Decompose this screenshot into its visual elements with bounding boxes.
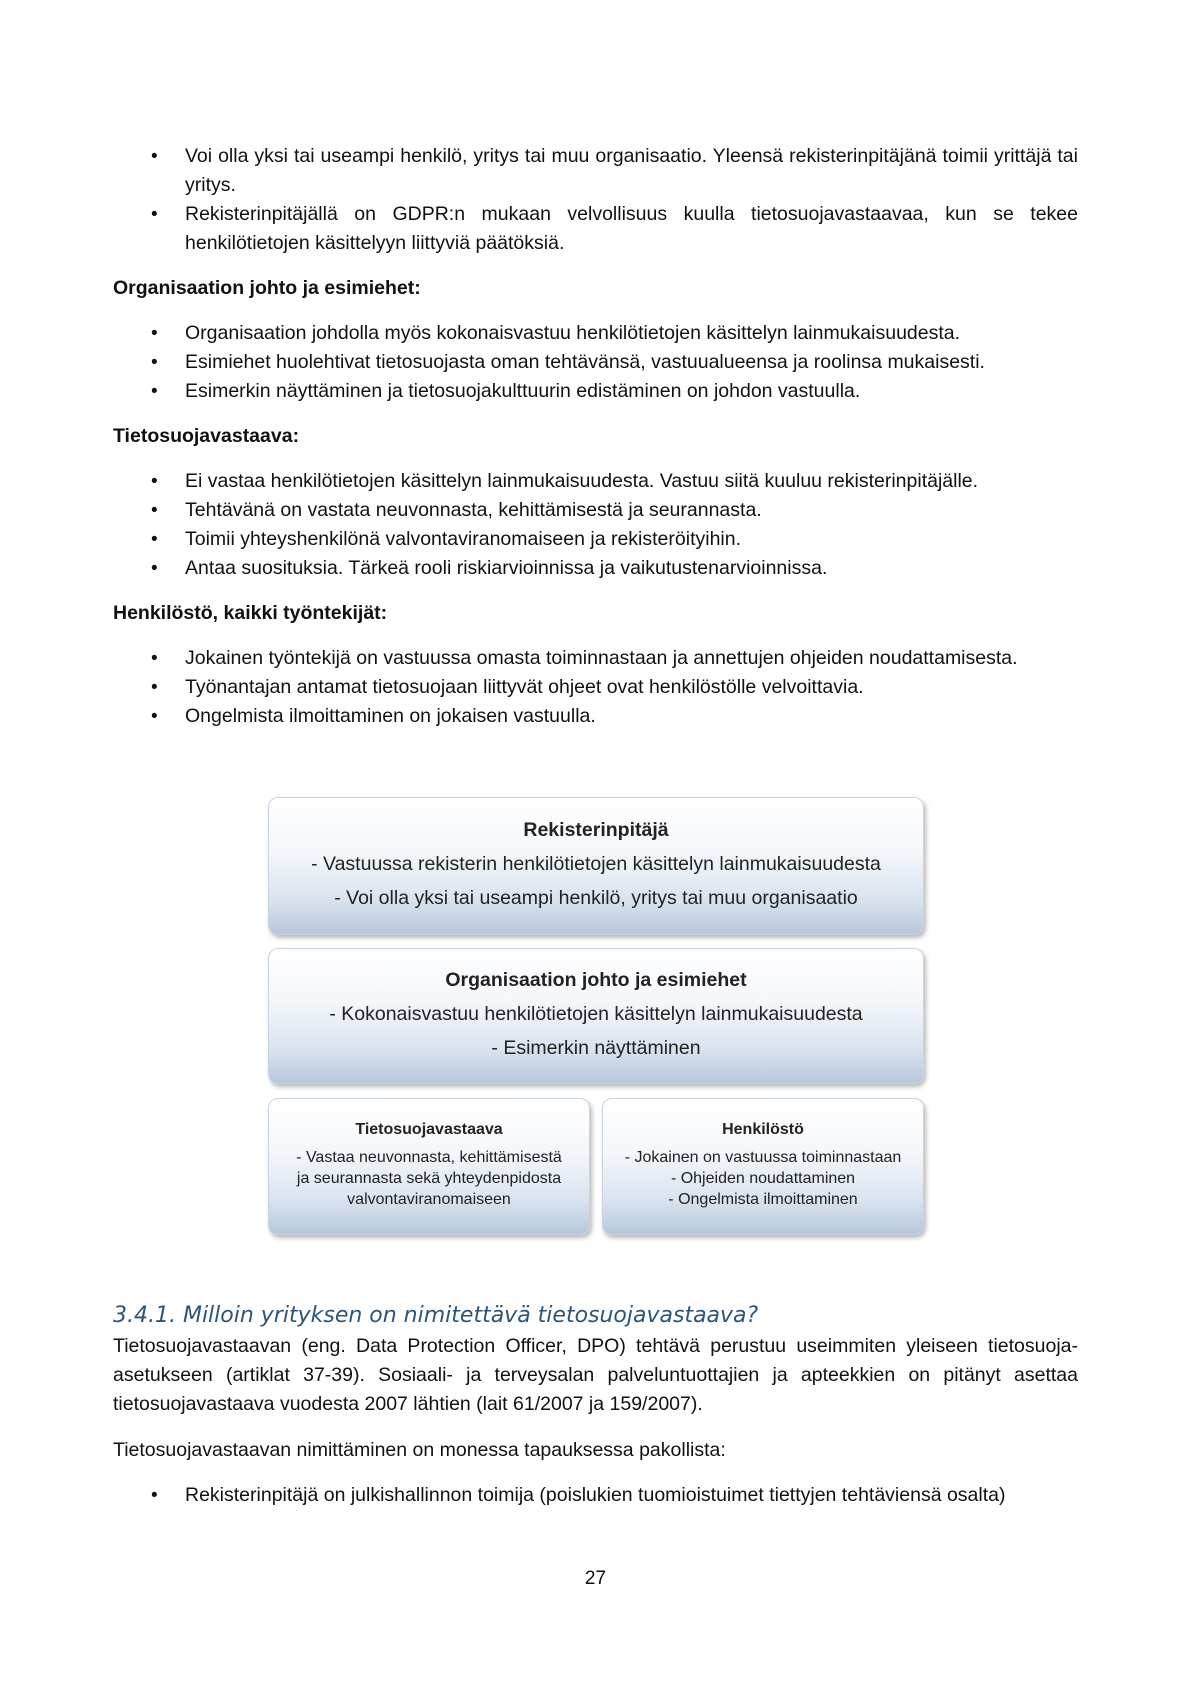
diagram-box-line: - Esimerkin näyttäminen: [491, 1037, 701, 1059]
list-item-text: Esimerkin näyttäminen ja tietosuojakulttuurin edistäminen on johdon vastuulla.: [185, 380, 861, 402]
diagram-box-line: valvontaviranomaiseen: [347, 1191, 511, 1208]
bullet-icon: •: [151, 500, 158, 521]
responsibility-diagram: [268, 797, 924, 1235]
diagram-box-line: - Jokainen on vastuussa toiminnastaan: [624, 1149, 902, 1166]
diagram-box-title: Organisaation johto ja esimiehet: [445, 969, 747, 991]
list-item-text: Ei vastaa henkilötietojen käsittelyn lainmukaisuudesta. Vastuu siitä kuuluu rekisterinpitäjälle.: [185, 470, 979, 492]
list-item-text: Voi olla yksi tai useampi henkilö, yritys tai muu organisaatio. Yleensä rekisterinpitäjänä toimii yrittäjä tai yritys.: [185, 145, 1078, 196]
bullet-icon: •: [151, 558, 158, 579]
list-item-text: Rekisterinpitäjä on julkishallinnon toimija (poislukien tuomioistuimet tiettyjen tehtäviensä osalta): [185, 1484, 1006, 1506]
bullet-icon: •: [151, 381, 158, 402]
list-item-text: Esimiehet huolehtivat tietosuojasta oman tehtävänsä, vastuualueensa ja roolinsa mukaisesti.: [185, 351, 985, 373]
diagram-box-controller: [268, 797, 924, 935]
diagram-box-staff: [602, 1098, 924, 1235]
diagram-box-line: - Ohjeiden noudattaminen: [670, 1170, 856, 1187]
bullet-icon: •: [151, 706, 158, 727]
bullet-icon: •: [151, 323, 158, 344]
paragraph: Tietosuojavastaavan nimittäminen on monessa tapauksessa pakollista:: [113, 1439, 726, 1461]
list-item-text: Ongelmista ilmoittaminen on jokaisen vastuulla.: [185, 705, 596, 727]
section-heading-dpo: Tietosuojavastaava:: [113, 425, 300, 447]
list-item-text: Työnantajan antamat tietosuojaan liittyvät ohjeet ovat henkilöstölle velvoittavia.: [185, 676, 864, 698]
bullet-icon: •: [151, 204, 158, 225]
list-item-text: Antaa suosituksia. Tärkeä rooli riskiarvioinnissa ja vaikutustenarvioinnissa.: [185, 557, 828, 579]
list-item: [113, 200, 1078, 258]
diagram-box-line: - Ongelmista ilmoittaminen: [668, 1191, 858, 1208]
diagram-box-line: - Voi olla yksi tai useampi henkilö, yritys tai muu organisaatio: [334, 887, 858, 909]
diagram-box-dpo: [268, 1098, 590, 1235]
diagram-box-line: - Vastuussa rekisterin henkilötietojen käsittelyn lainmukaisuudesta: [311, 853, 881, 875]
dpo-bullet-list: [113, 467, 1078, 583]
section-heading-org: Organisaation johto ja esimiehet:: [113, 277, 421, 299]
list-item-text: Jokainen työntekijä on vastuussa omasta toiminnastaan ja annettujen ohjeiden noudattamisesta.: [185, 647, 1018, 669]
list-item-text: Rekisterinpitäjällä on GDPR:n mukaan velvollisuus kuulla tietosuojavastaavaa, kun se tekee henkilötietojen käsittelyyn liittyviä päätöksiä.: [185, 203, 1078, 254]
diagram-box-line: - Vastaa neuvonnasta, kehittämisestä: [296, 1149, 562, 1166]
staff-bullet-list: [113, 644, 1078, 731]
diagram-box-line: - Kokonaisvastuu henkilötietojen käsittelyn lainmukaisuudesta: [329, 1003, 863, 1025]
page-number: 27: [584, 1568, 607, 1589]
list-item-text: Tehtävänä on vastata neuvonnasta, kehittämisestä ja seurannasta.: [185, 499, 762, 521]
org-bullet-list: [113, 319, 1078, 406]
bullet-icon: •: [151, 677, 158, 698]
list-item: [113, 377, 1078, 406]
diagram-box-title: Rekisterinpitäjä: [523, 819, 669, 841]
bullet-icon: •: [151, 471, 158, 492]
list-item: [113, 673, 1078, 702]
page-content: [113, 142, 1078, 731]
diagram-box-title: Tietosuojavastaava: [355, 1121, 503, 1138]
list-item-text: Organisaation johdolla myös kokonaisvastuu henkilötietojen käsittelyn lainmukaisuudesta.: [185, 322, 961, 344]
mandatory-bullet-list: [113, 1481, 1078, 1510]
intro-bullet-list: [113, 142, 1078, 258]
list-item: [113, 319, 1078, 348]
diagram-box-title: Henkilöstö: [722, 1121, 804, 1138]
list-item: [113, 554, 1078, 583]
list-item: [113, 496, 1078, 525]
bullet-icon: •: [151, 529, 158, 550]
section-341: [113, 1301, 1078, 1510]
section-heading-staff: Henkilöstö, kaikki työntekijät:: [113, 602, 388, 624]
bullet-icon: •: [151, 352, 158, 373]
list-item: [113, 467, 1078, 496]
diagram-box-line: ja seurannasta sekä yhteydenpidosta: [296, 1170, 562, 1187]
section-title: 3.4.1. Milloin yrityksen on nimitettävä tietosuojavastaava?: [113, 1303, 759, 1328]
bullet-icon: •: [151, 648, 158, 669]
list-item: [113, 142, 1078, 200]
list-item: [113, 1481, 1078, 1510]
list-item: [113, 348, 1078, 377]
list-item: [113, 644, 1078, 673]
diagram-box-management: [268, 948, 924, 1084]
list-item-text: Toimii yhteyshenkilönä valvontaviranomaiseen ja rekisteröityihin.: [185, 528, 742, 550]
bullet-icon: •: [151, 1485, 158, 1506]
list-item: [113, 525, 1078, 554]
bullet-icon: •: [151, 146, 158, 167]
paragraph: Tietosuojavastaavan (eng. Data Protection Officer, DPO) tehtävä perustuu useimmiten yleiseen tietosuoja-asetukseen (artiklat 37-39). Sosiaali- ja terveysalan palveluntuottajien ja apteekkien on pitänyt asettaa tietosuojavastaava vuodesta 2007 lähtien (lait 61/2007 ja 159/2007).: [113, 1335, 1078, 1415]
list-item: [113, 702, 1078, 731]
